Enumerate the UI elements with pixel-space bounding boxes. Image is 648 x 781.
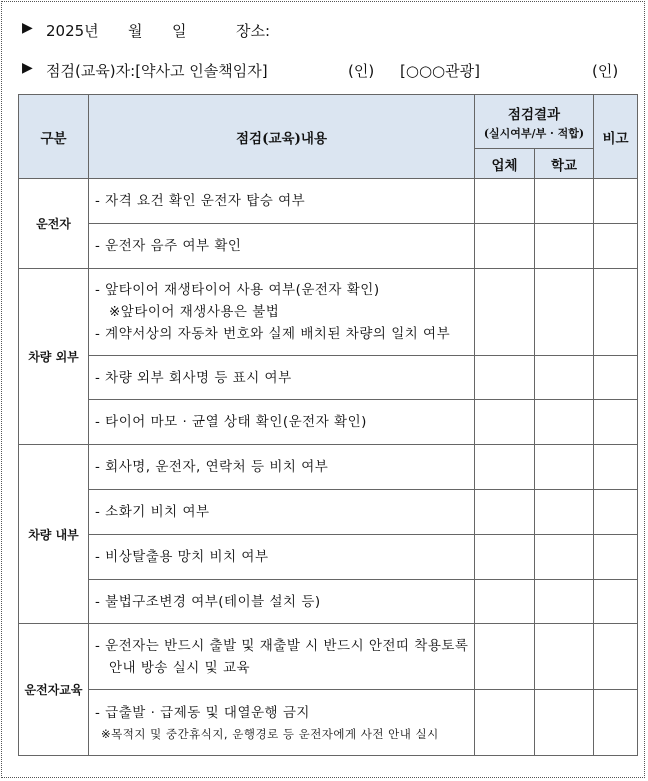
school-result-cell[interactable] [535, 690, 594, 756]
inspector-label: 점검(교육)자:[약사고 인솔책임자] [46, 62, 268, 80]
remarks-cell[interactable] [594, 179, 638, 224]
category-cell: 차량 내부 [19, 445, 89, 624]
table-row [19, 535, 638, 580]
remarks-cell[interactable] [594, 490, 638, 535]
header-content: 점검(교육)내용 [89, 95, 475, 179]
table-row [19, 400, 638, 445]
header-company: 업체 [475, 149, 535, 179]
item-cell: - 타이어 마모 · 균열 상태 확인(운전자 확인) [89, 400, 475, 445]
school-result-cell[interactable] [535, 400, 594, 445]
header-result-sub: (실시여부/부 · 적합) [483, 126, 585, 140]
seal-mark-1: (인) [348, 62, 375, 80]
category-cell: 운전자교육 [19, 624, 89, 756]
school-result-cell[interactable] [535, 224, 594, 269]
item-cell: - 운전자 음주 여부 확인 [89, 224, 475, 269]
agency-label: [○○○관광] [400, 62, 480, 80]
remarks-cell[interactable] [594, 535, 638, 580]
table-row [19, 356, 638, 400]
remarks-cell[interactable] [594, 356, 638, 400]
category-cell: 운전자 [19, 179, 89, 269]
day-label: 일 [172, 22, 187, 40]
remarks-cell[interactable] [594, 580, 638, 624]
table-row [19, 490, 638, 535]
school-result-cell[interactable] [535, 624, 594, 690]
company-result-cell[interactable] [475, 445, 535, 490]
item-note: ※앞타이어 재생사용은 불법 [109, 304, 280, 320]
table-row [19, 269, 638, 356]
table-row [19, 624, 638, 690]
company-result-cell[interactable] [475, 490, 535, 535]
school-result-cell[interactable] [535, 269, 594, 356]
item-cell: - 소화기 비치 여부 [89, 490, 475, 535]
month-label: 월 [128, 22, 143, 40]
table-row [19, 224, 638, 269]
header-remarks: 비고 [594, 95, 638, 179]
place-label: 장소: [236, 22, 271, 40]
item-cell: - 불법구조변경 여부(테이블 설치 등) [89, 580, 475, 624]
school-result-cell[interactable] [535, 580, 594, 624]
remarks-cell[interactable] [594, 690, 638, 756]
header-category: 구분 [19, 95, 89, 179]
company-result-cell[interactable] [475, 400, 535, 445]
item-cell: - 자격 요건 확인 운전자 탑승 여부 [89, 179, 475, 224]
remarks-cell[interactable] [594, 624, 638, 690]
item-note: ※목적지 및 중간휴식지, 운행경로 등 운전자에게 사전 안내 실시 [101, 726, 439, 741]
inspection-table [18, 94, 638, 756]
company-result-cell[interactable] [475, 535, 535, 580]
triangle-marker-icon: ▶ [22, 20, 33, 36]
company-result-cell[interactable] [475, 356, 535, 400]
school-result-cell[interactable] [535, 445, 594, 490]
remarks-cell[interactable] [594, 224, 638, 269]
remarks-cell[interactable] [594, 445, 638, 490]
company-result-cell[interactable] [475, 269, 535, 356]
company-result-cell[interactable] [475, 624, 535, 690]
school-result-cell[interactable] [535, 179, 594, 224]
table-row [19, 690, 638, 756]
item-cell: - 급출발 · 급제동 및 대열운행 금지 ※목적지 및 중간휴식지, 운행경로 등 운전자에게 사전 안내 실시 [89, 690, 475, 756]
school-result-cell[interactable] [535, 490, 594, 535]
header-result [475, 95, 594, 149]
seal-mark-2: (인) [592, 62, 619, 80]
school-result-cell[interactable] [535, 535, 594, 580]
company-result-cell[interactable] [475, 179, 535, 224]
header-school: 학교 [535, 149, 594, 179]
item-cell: - 차량 외부 회사명 등 표시 여부 [89, 356, 475, 400]
school-result-cell[interactable] [535, 356, 594, 400]
item-cell: - 앞타이어 재생타이어 사용 여부(운전자 확인) ※앞타이어 재생사용은 불법 - 계약서상의 자동차 번호와 실제 배치된 차량의 일치 여부 [89, 269, 475, 356]
company-result-cell[interactable] [475, 580, 535, 624]
item-cell: - 운전자는 반드시 출발 및 재출발 시 반드시 안전띠 착용토록 안내 방송 실시 및 교육 [89, 624, 475, 690]
header-result-title: 점검결과 [507, 106, 561, 123]
triangle-marker-icon: ▶ [22, 60, 33, 76]
company-result-cell[interactable] [475, 690, 535, 756]
table-row [19, 445, 638, 490]
year-label: 2025년 [46, 22, 99, 40]
remarks-cell[interactable] [594, 269, 638, 356]
item-cell: - 비상탈출용 망치 비치 여부 [89, 535, 475, 580]
table-row [19, 179, 638, 224]
remarks-cell[interactable] [594, 400, 638, 445]
company-result-cell[interactable] [475, 224, 535, 269]
table-row [19, 580, 638, 624]
item-cell: - 회사명, 운전자, 연락처 등 비치 여부 [89, 445, 475, 490]
category-cell: 차량 외부 [19, 269, 89, 445]
